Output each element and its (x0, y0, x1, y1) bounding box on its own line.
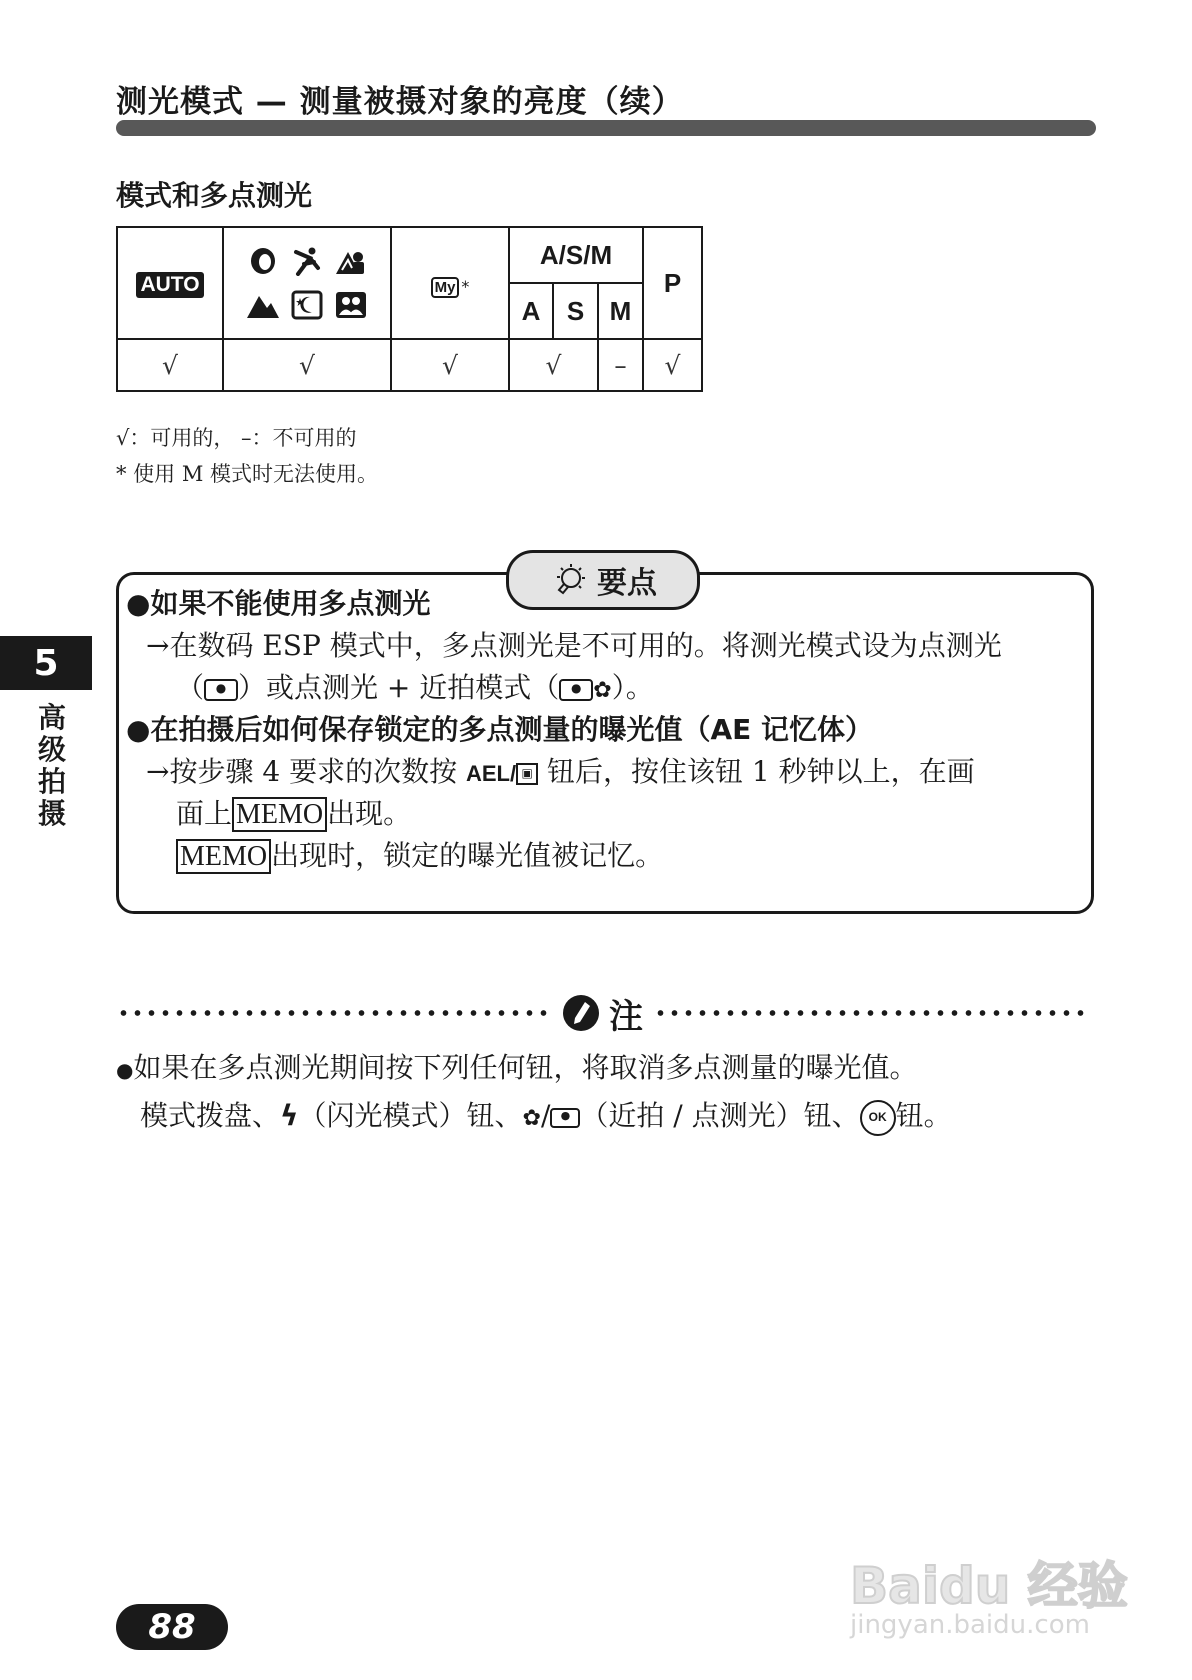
as-availability: √ (509, 339, 598, 391)
tip-question-2: ●在拍摄后如何保存锁定的多点测量的曝光值（AE 记忆体） (126, 713, 873, 746)
watermark-url: jingyan.baidu.com (850, 1610, 1090, 1640)
auto-availability: √ (117, 339, 223, 391)
landscape-portrait-icon (334, 246, 368, 276)
bullet-icon: ● (126, 587, 151, 620)
tips-tab-label: 要点 (597, 566, 657, 601)
auto-mode-badge: AUTO (136, 272, 203, 298)
p-mode-cell: P (643, 227, 702, 339)
m-mode-cell: M (598, 283, 643, 339)
bullet-icon: ● (126, 713, 151, 746)
auto-mode-cell (117, 227, 223, 339)
title-underline-bar (116, 120, 1096, 136)
spot-macro-icon: ● (559, 679, 593, 701)
tip-answer-1-line-2: （ ● ）或点测光 + 近拍模式（ ● ✿）。 (176, 671, 654, 704)
mode-compatibility-table (116, 226, 703, 392)
spot-metering-icon: ● (204, 679, 238, 701)
m-availability: – (598, 339, 643, 391)
tip-answer-2-line-3: MEMO 出现时，锁定的曝光值被记忆。 (176, 834, 663, 874)
tips-tab (506, 550, 700, 610)
ok-menu-button-icon: OK (860, 1100, 896, 1136)
page-title: 测光模式 — 测量被摄对象的亮度（续） (116, 84, 684, 120)
lightbulb-icon (549, 560, 589, 600)
tip-answer-2-line-2: 面上 MEMO 出现。 (176, 797, 412, 830)
tip-question-1: ●如果不能使用多点测光 (126, 587, 431, 620)
watermark-logo: Baidu 经验 (850, 1557, 1128, 1615)
tip-answer-1-line-1: →在数码 ESP 模式中，多点测光是不可用的。将测光模式设为点测光 (146, 629, 1002, 662)
portrait-icon (246, 246, 280, 276)
chapter-number-tab: 5 (0, 636, 92, 690)
note-line-1: ●如果在多点测光期间按下列任何钮，将取消多点测量的曝光值。 (116, 1051, 918, 1084)
macro-flower-icon: ✿ (593, 678, 612, 703)
legend-symbols: √：可用的， –：不可用的 (116, 426, 357, 450)
my-availability: √ (391, 339, 509, 391)
note-pencil-icon (561, 993, 601, 1033)
dotted-line-right (653, 1010, 1088, 1016)
a-mode-cell: A (509, 283, 553, 339)
bullet-icon: ● (116, 1058, 134, 1082)
tip-answer-2-line-1: →按步骤 4 要求的次数按 AEL/ ▣ 钮后，按住该钮 1 秒钟以上，在画 (146, 755, 975, 788)
ael-frame-icon: ▣ (516, 763, 538, 785)
s-mode-cell: S (553, 283, 598, 339)
spot-metering-icon: ● (550, 1108, 580, 1128)
note-label: 注 (609, 996, 643, 1037)
night-portrait-icon (334, 290, 368, 320)
ael-button-label: AEL/ (466, 761, 517, 786)
dotted-line-left (116, 1010, 551, 1016)
p-availability: √ (643, 339, 702, 391)
flash-icon: ϟ (280, 1099, 299, 1132)
legend-footnote: * 使用 M 模式时无法使用。 (116, 462, 379, 486)
arrow-right-icon: → (146, 755, 170, 788)
table-legend (116, 420, 378, 492)
chapter-title-vertical: 高级拍摄 (37, 701, 66, 830)
arrow-right-icon: → (146, 629, 170, 662)
my-mode-icon: My * (431, 277, 470, 298)
landscape-icon (246, 290, 280, 320)
page-number: 88 (116, 1604, 228, 1650)
macro-flower-icon: ✿ (522, 1106, 541, 1131)
note-divider (116, 990, 1088, 1036)
sports-icon (290, 246, 324, 276)
scene-modes-cell (223, 227, 391, 339)
my-mode-cell (391, 227, 509, 339)
memo-indicator: MEMO (232, 797, 327, 832)
asm-header-cell: A/S/M (509, 227, 643, 283)
night-scene-icon (290, 290, 324, 320)
section-subtitle: 模式和多点测光 (116, 179, 313, 212)
note-line-2: 模式拨盘、ϟ（闪光模式）钮、✿/ ● （近拍 / 点测光）钮、 OK 钮。 (140, 1094, 952, 1136)
scene-availability: √ (223, 339, 391, 391)
memo-indicator: MEMO (176, 839, 271, 874)
